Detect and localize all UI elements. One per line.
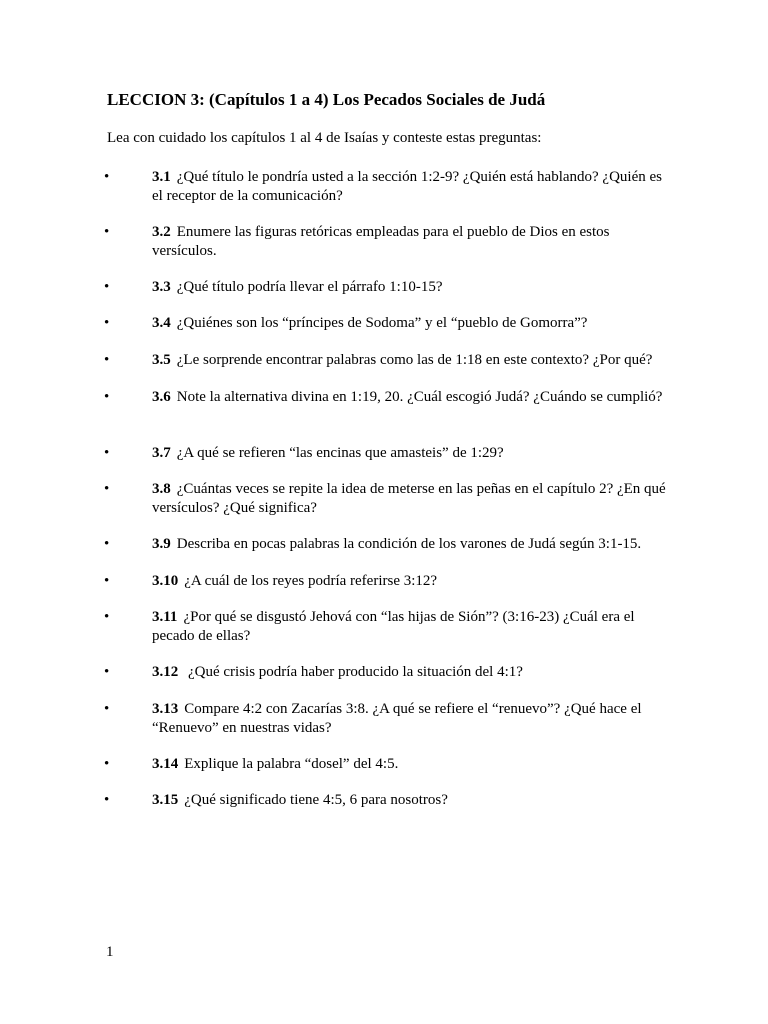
- question-text: ¿Qué crisis podría haber producido la situación del 4:1?: [184, 664, 523, 680]
- question-text: ¿Quiénes son los “príncipes de Sodoma” y el “pueblo de Gomorra”?: [176, 315, 588, 331]
- question-number: 3.1: [152, 169, 171, 185]
- question-number: 3.7: [152, 445, 171, 461]
- question-number: 3.11: [152, 609, 178, 625]
- bullet-icon: •: [104, 609, 110, 625]
- lesson-title: LECCION 3: (Capítulos 1 a 4) Los Pecados Sociales de Judá: [107, 90, 546, 109]
- question-text: Enumere las figuras retóricas empleadas para el pueblo de Dios en estos versículos.: [152, 224, 610, 259]
- question-text: Compare 4:2 con Zacarías 3:8. ¿A qué se refiere el “renuevo”? ¿Qué hace el “Renuevo” en nuestras vidas?: [152, 701, 642, 736]
- question-text: ¿A cuál de los reyes podría referirse 3:12?: [184, 573, 438, 589]
- bullet-icon: •: [104, 352, 110, 368]
- question-text: Note la alternativa divina en 1:19, 20. ¿Cuál escogió Judá? ¿Cuándo se cumplió?: [176, 389, 663, 405]
- question-text: ¿Le sorprende encontrar palabras como las de 1:18 en este contexto? ¿Por qué?: [176, 352, 653, 368]
- bullet-icon: •: [104, 536, 110, 552]
- bullet-icon: •: [104, 664, 110, 680]
- bullet-icon: •: [104, 481, 110, 497]
- question-number: 3.13: [152, 701, 179, 717]
- page-number: 1: [106, 944, 114, 960]
- bullet-icon: •: [104, 315, 110, 331]
- bullet-icon: •: [104, 389, 110, 405]
- bullet-icon: •: [104, 792, 110, 808]
- question-text: ¿Por qué se disgustó Jehová con “las hijas de Sión”? (3:16-23) ¿Cuál era el pecado de ellas?: [152, 609, 635, 644]
- question-text: ¿Qué significado tiene 4:5, 6 para nosotros?: [184, 792, 448, 808]
- question-number: 3.4: [152, 315, 171, 331]
- question-number: 3.2: [152, 224, 171, 240]
- question-text: Explique la palabra “dosel” del 4:5.: [184, 756, 399, 772]
- intro-text: Lea con cuidado los capítulos 1 al 4 de Isaías y conteste estas preguntas:: [107, 130, 542, 146]
- question-text: Describa en pocas palabras la condición de los varones de Judá según 3:1-15.: [176, 536, 642, 552]
- question-number: 3.5: [152, 352, 171, 368]
- question-text: ¿Qué título le pondría usted a la sección 1:2-9? ¿Quién está hablando? ¿Quién es el receptor de la comunicación?: [152, 169, 662, 204]
- bullet-icon: •: [104, 701, 110, 717]
- bullet-icon: •: [104, 573, 110, 589]
- question-number: 3.12: [152, 664, 179, 680]
- question-text: ¿Qué título podría llevar el párrafo 1:10-15?: [176, 279, 443, 295]
- question-text: ¿Cuántas veces se repite la idea de meterse en las peñas en el capítulo 2? ¿En qué versículos? ¿Qué significa?: [152, 481, 666, 516]
- question-number: 3.6: [152, 389, 171, 405]
- question-number: 3.9: [152, 536, 171, 552]
- bullet-icon: •: [104, 169, 110, 185]
- bullet-icon: •: [104, 279, 110, 295]
- bullet-icon: •: [104, 756, 110, 772]
- bullet-icon: •: [104, 224, 110, 240]
- question-number: 3.15: [152, 792, 179, 808]
- question-number: 3.10: [152, 573, 179, 589]
- bullet-icon: •: [104, 445, 110, 461]
- question-number: 3.8: [152, 481, 171, 497]
- question-number: 3.14: [152, 756, 179, 772]
- question-text: ¿A qué se refieren “las encinas que amasteis” de 1:29?: [176, 445, 504, 461]
- question-number: 3.3: [152, 279, 171, 295]
